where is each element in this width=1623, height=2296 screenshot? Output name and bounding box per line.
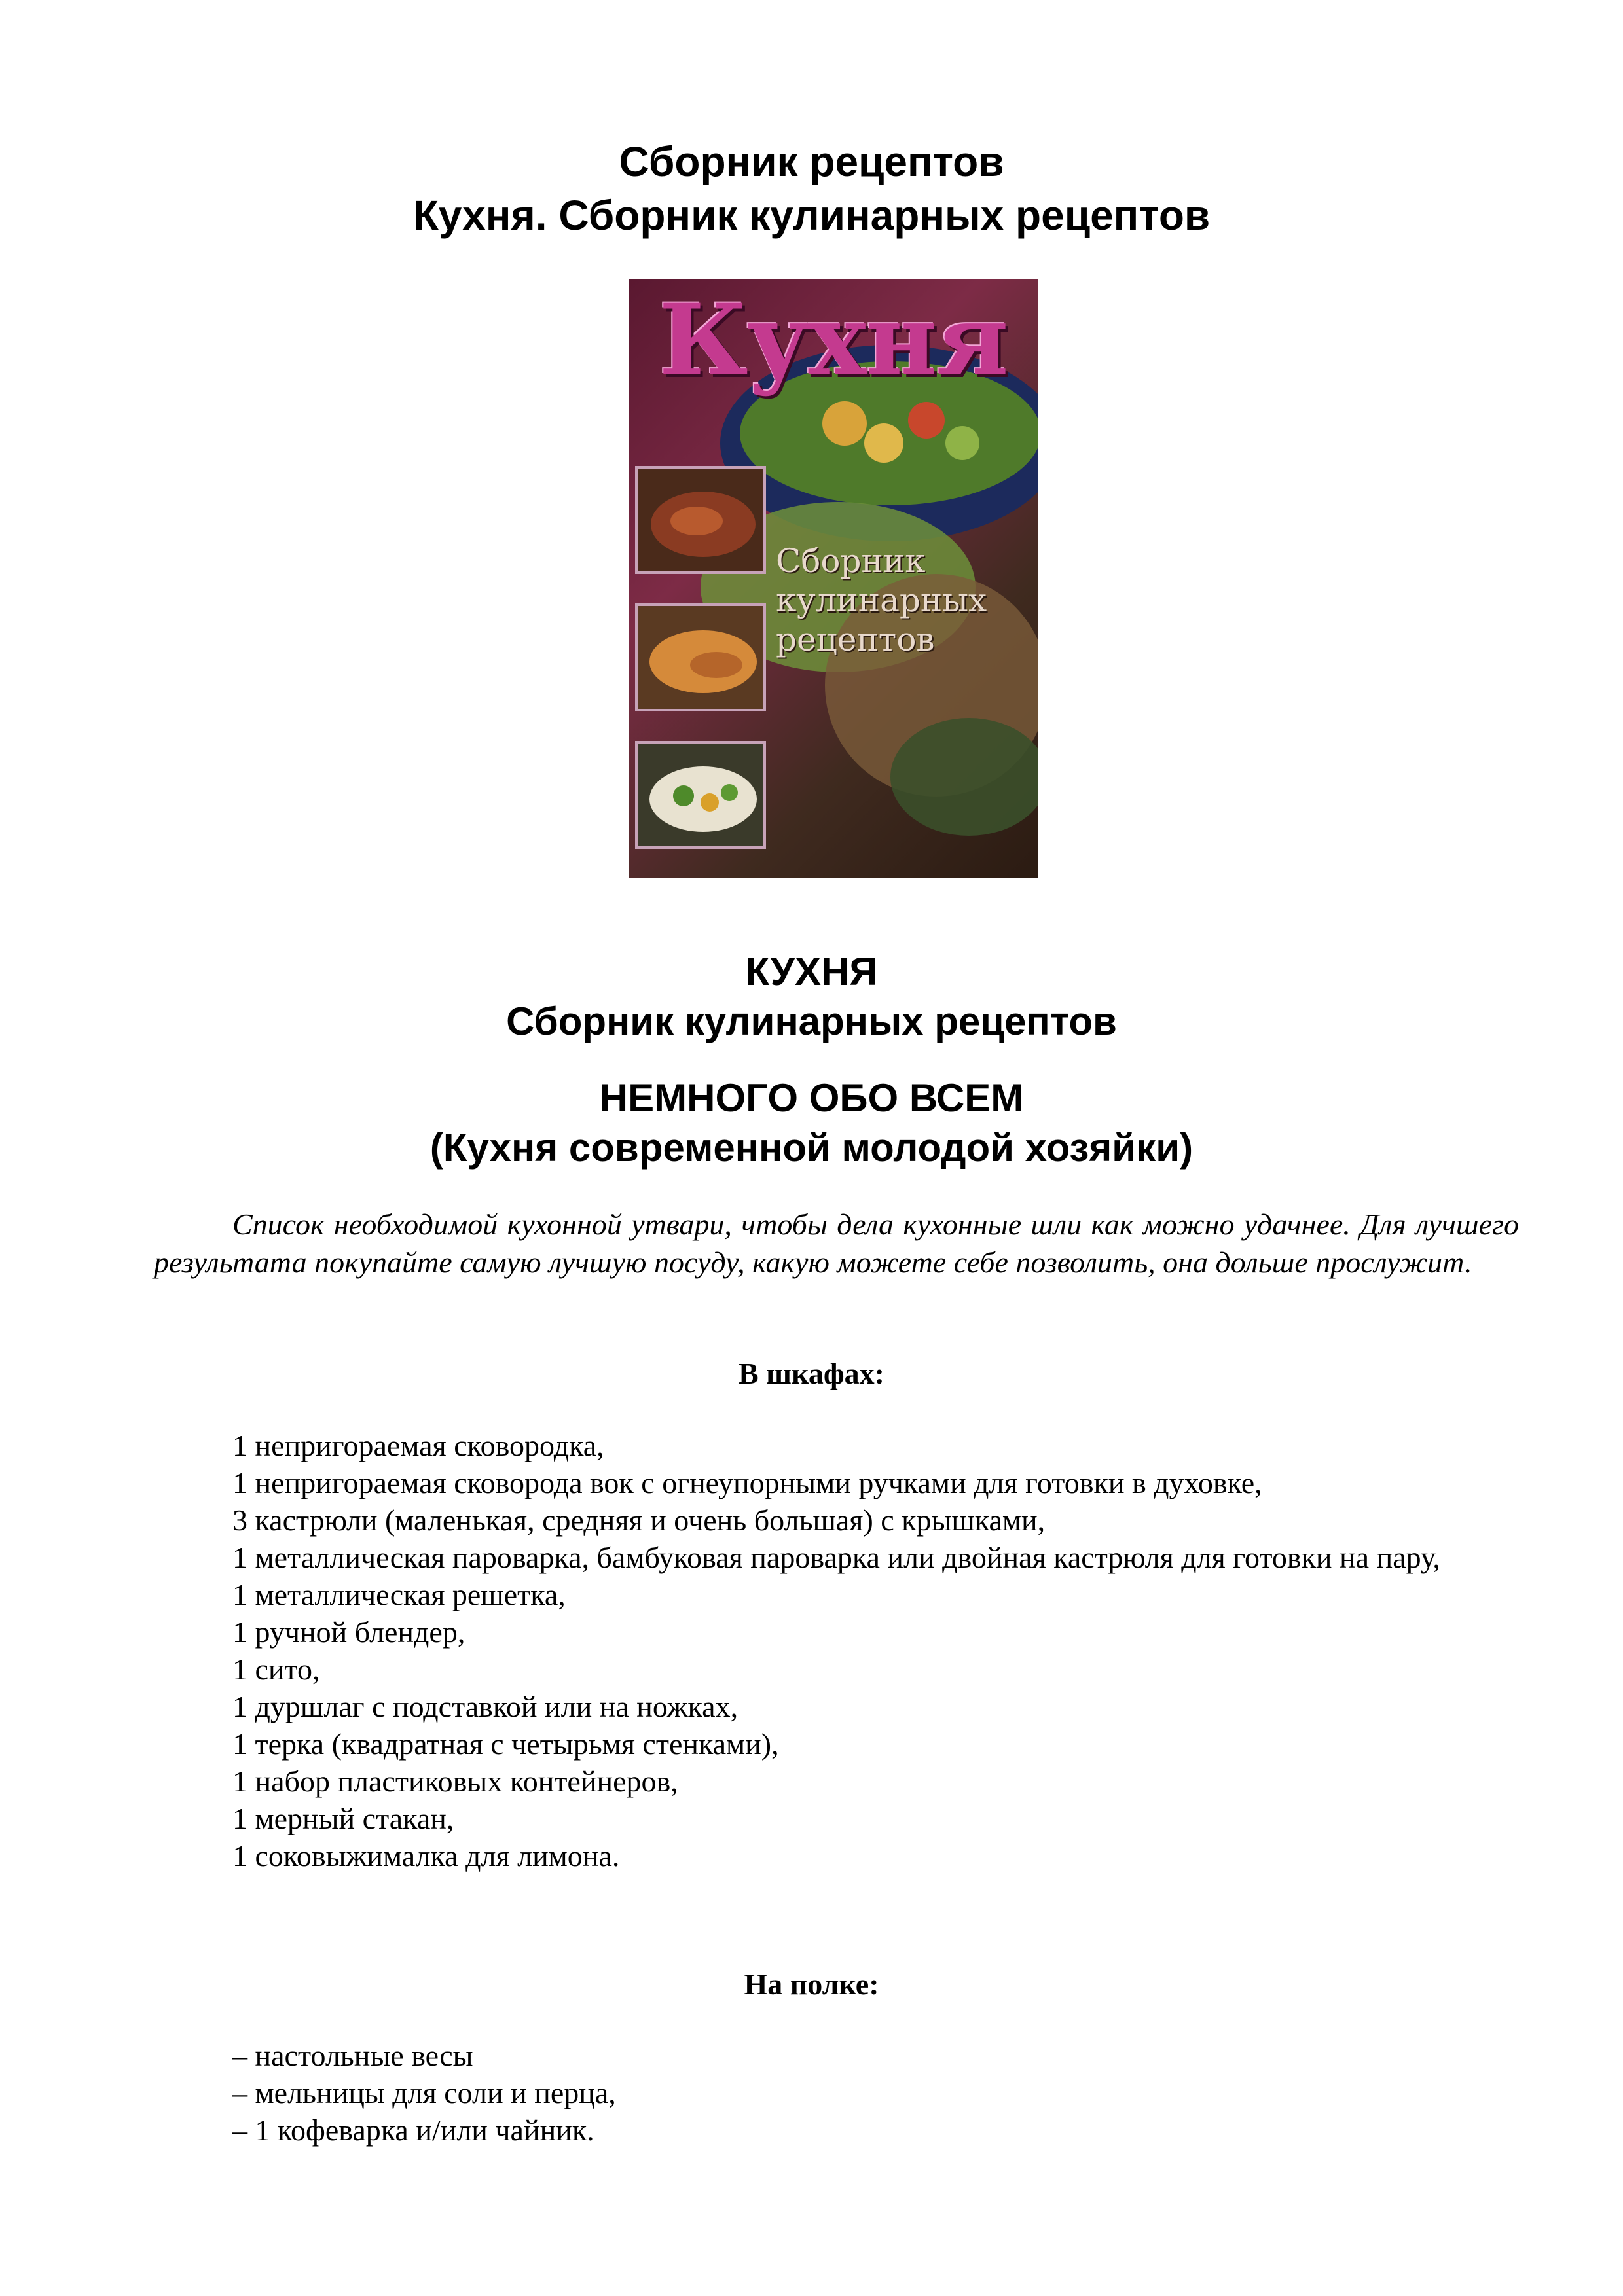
document-title-line1: Сборник рецептов [619, 138, 1004, 185]
cover-title: Кухня [659, 283, 1008, 398]
cover-subtitle-line: Сборник [776, 542, 926, 580]
potato-shape [822, 401, 867, 446]
cover-subtitle [776, 541, 1025, 659]
list-item: 1 набор пластиковых контейнеров, [232, 1765, 678, 1798]
potato-shape [864, 423, 903, 463]
cover-subtitle-line: кулинарных [776, 581, 987, 619]
section-title-shelf: На полке: [744, 1967, 879, 2001]
intro-paragraph: Список необходимой кухонной утвари, чтобы дела кухонные шли как можно удачнее. Для лучшего результата покупайте самую лучшую посуду, какую можете себе позволить, она дольше прослужит. [154, 1208, 1519, 1279]
chapter-subheading: (Кухня современной молодой хозяйки) [429, 1126, 1194, 1170]
list-item: 1 металлическая решетка, [232, 1578, 566, 1611]
list-item: 1 дуршлаг с подставкой или на ножках, [232, 1690, 739, 1723]
shelf-items-list [154, 2037, 1519, 2149]
cover-thumbnail-meat [635, 466, 766, 574]
list-item: – 1 кофеварка и/или чайник. [232, 2113, 594, 2147]
section-title-cupboards: В шкафах: [739, 1357, 884, 1390]
document-title-line2: Кухня. Сборник кулинарных рецептов [412, 192, 1211, 239]
list-item: – мельницы для соли и перца, [232, 2076, 616, 2109]
cupboard-items-list [154, 1427, 1519, 1874]
cover-subtitle-line: рецептов [776, 620, 935, 658]
chapter-heading: НЕМНОГО ОБО ВСЕМ [599, 1076, 1024, 1120]
section-heading-main: КУХНЯ [745, 950, 878, 994]
list-item: 1 мерный стакан, [232, 1802, 454, 1835]
list-item: – настольные весы [232, 2039, 473, 2072]
leaf-shape [945, 426, 979, 460]
cover-thumbnail-salad [635, 741, 766, 849]
list-item: 1 сито, [232, 1653, 320, 1686]
list-item: 1 непригораемая сковорода вок с огнеупорными ручками для готовки в духовке, [232, 1466, 1262, 1499]
list-item: 3 кастрюли (маленькая, средняя и очень большая) с крышками, [232, 1503, 1046, 1537]
list-item: 1 ручной блендер, [232, 1615, 465, 1649]
book-cover-image [629, 279, 1038, 878]
list-item: 1 металлическая пароварка, бамбуковая пароварка или двойная кастрюля для готовки на пару, [232, 1541, 1440, 1574]
list-item: 1 терка (квадратная с четырьмя стенками), [232, 1727, 779, 1761]
section-heading-subtitle: Сборник кулинарных рецептов [506, 999, 1117, 1043]
cover-thumbnail-fish [635, 603, 766, 711]
list-item: 1 непригораемая сковородка, [232, 1429, 604, 1462]
list-item: 1 соковыжималка для лимона. [232, 1839, 620, 1873]
tomato-shape [908, 402, 945, 439]
